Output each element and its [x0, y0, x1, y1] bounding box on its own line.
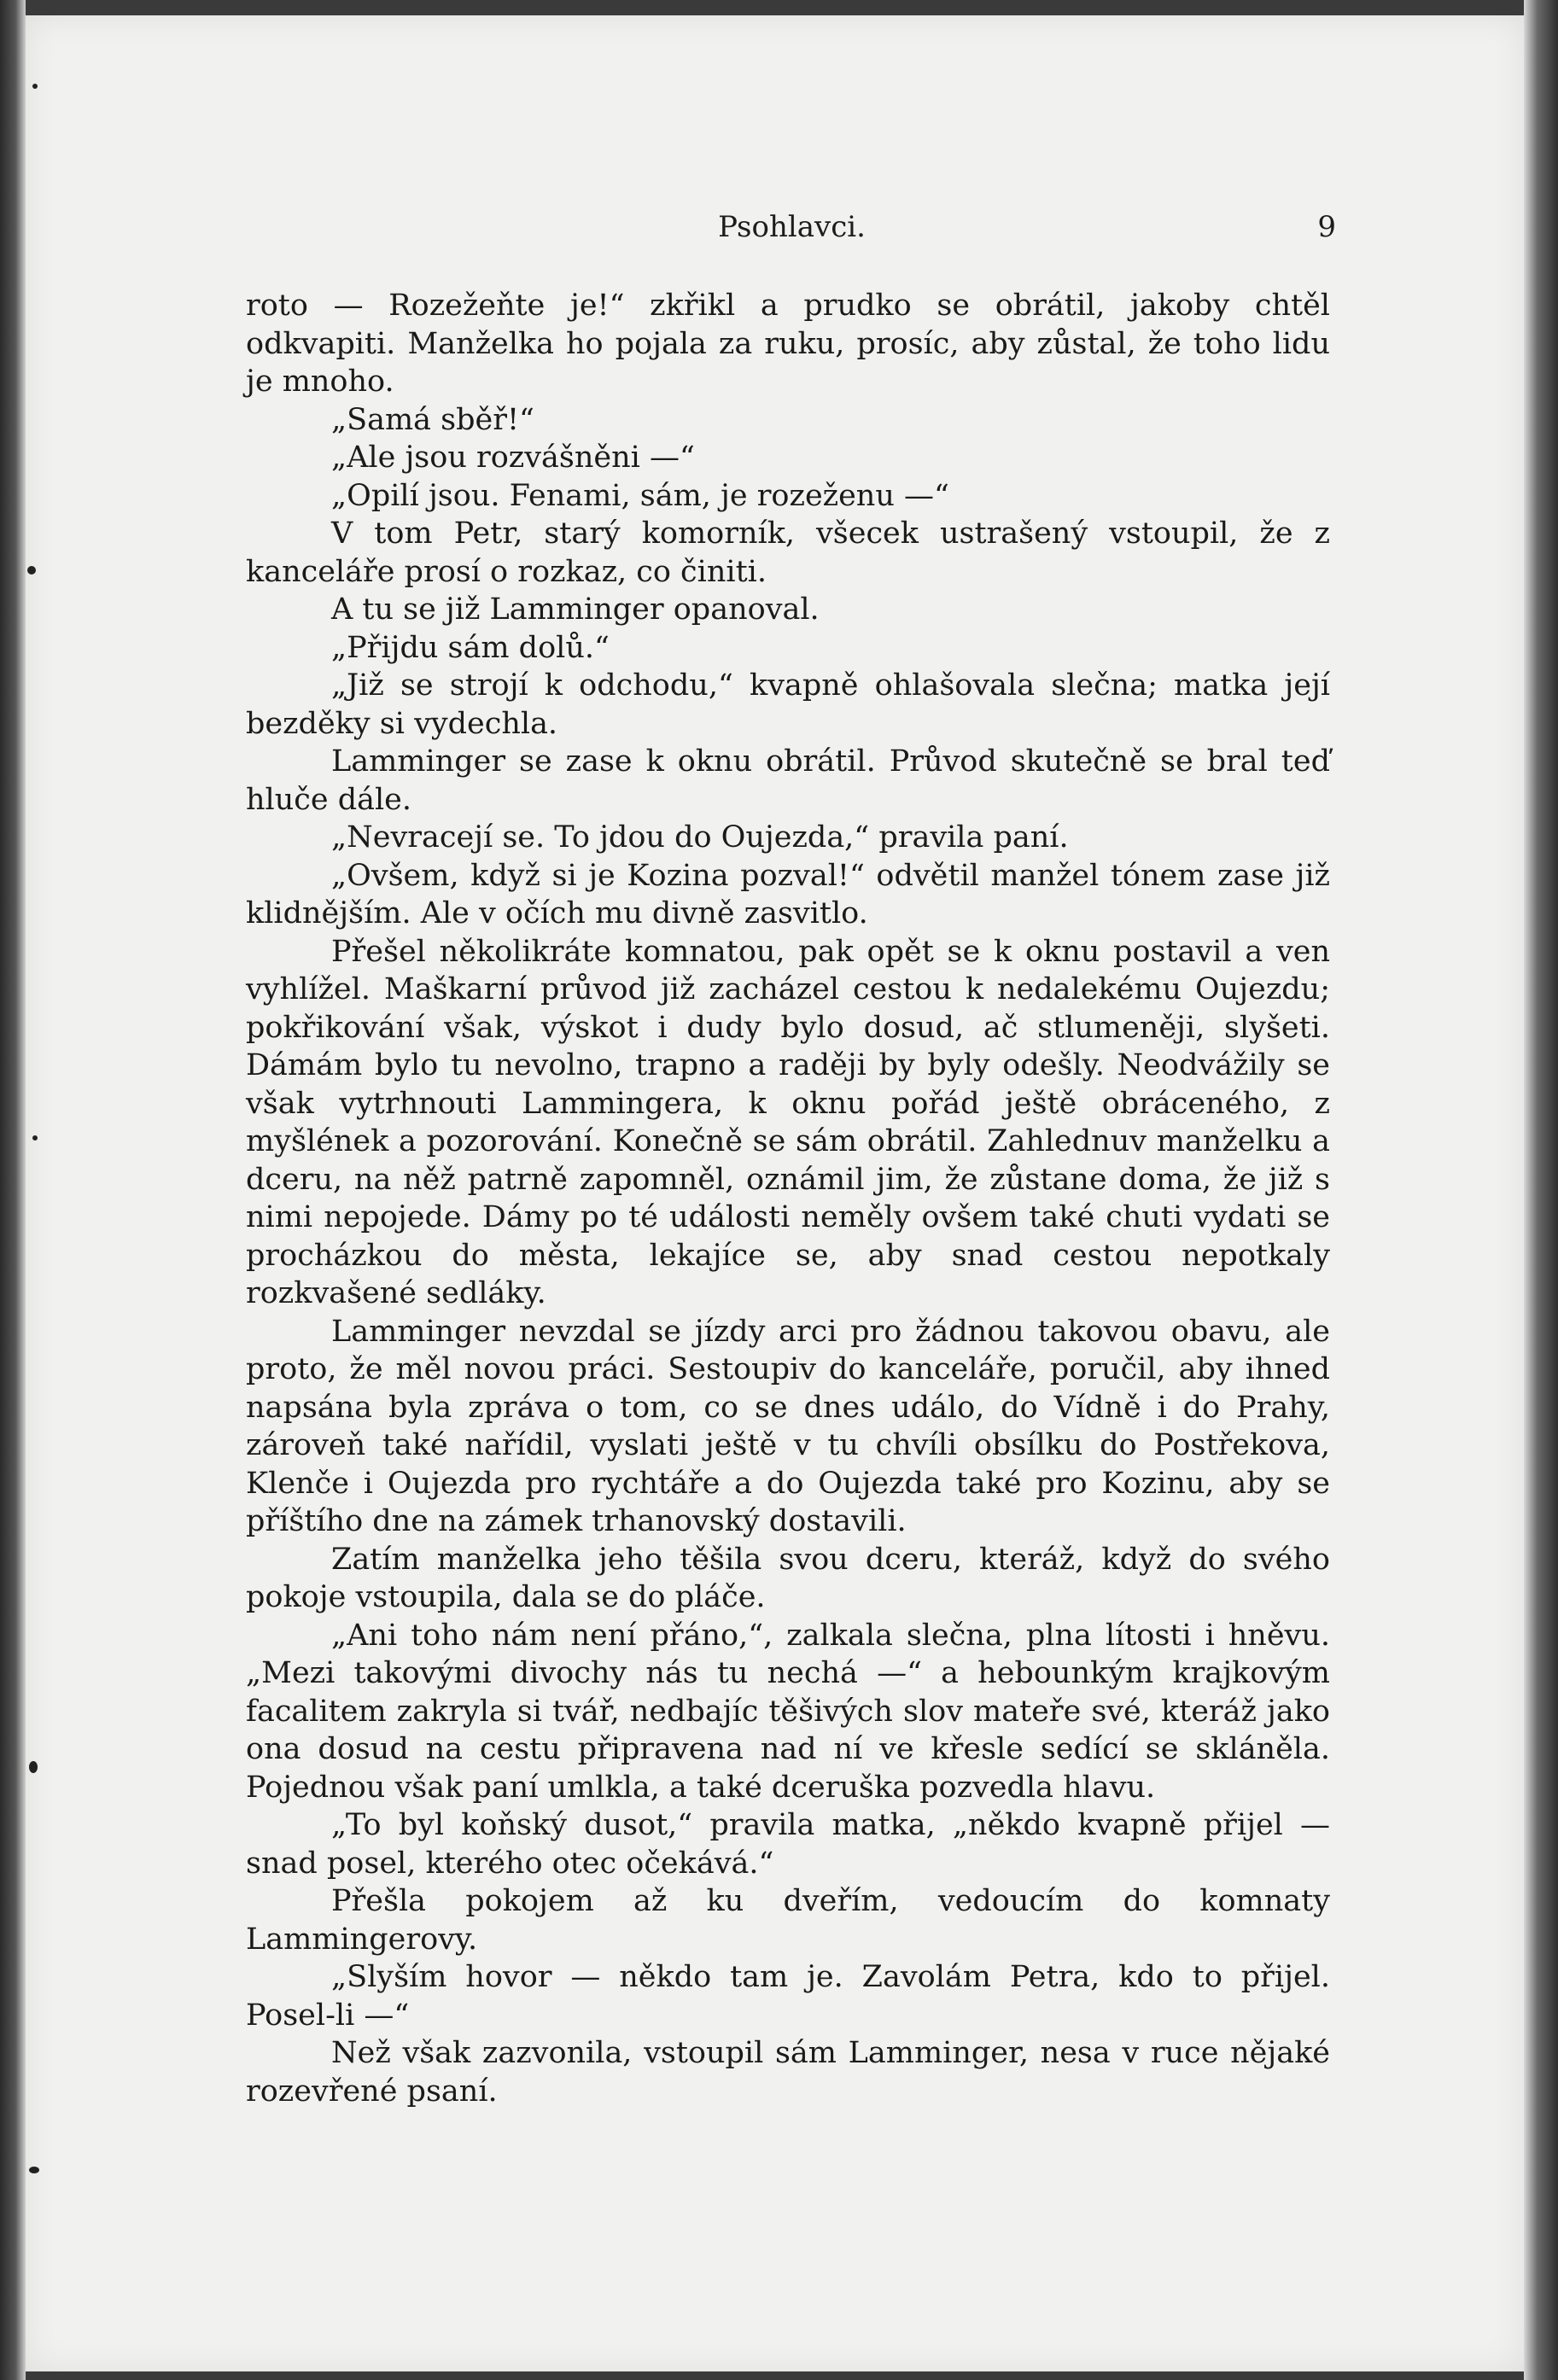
- body-text: [246, 287, 1330, 2110]
- paragraph: „Opilí jsou. Fenami, sám, je rozeženu —“: [331, 478, 949, 513]
- book-page: [26, 15, 1524, 2371]
- paragraph: Než však zazvonila, vstoupil sám Lamminger, nesa v ruce nějaké rozevřené psaní.: [246, 2036, 1330, 2109]
- paragraph: „Přijdu sám dolů.“: [331, 630, 610, 665]
- ink-speck: [29, 2167, 39, 2173]
- ink-speck: [32, 1135, 38, 1140]
- page-number: 9: [1317, 210, 1336, 244]
- paragraph: „Nevracejí se. To jdou do Oujezda,“ pravila paní.: [331, 820, 1069, 855]
- binding-edge-left: [0, 0, 26, 2380]
- paragraph: Přešla pokojem až ku dveřím, vedoucím do komnaty Lammingerovy.: [246, 1884, 1330, 1957]
- paragraph: „Ani toho nám není přáno,“, zalkala slečna, plna lítosti i hněvu. „Mezi takovými divochy nás tu nechá —“ a hebounkým krajkovým facalitem zakryla si tvář, nedbajíc těšivých slov mateře své, kteráž jako ona dosud na cestu připravena nad ní ve křesle sedící se skláněla. Pojednou však paní umlkla, a také dceruška pozvedla hlavu.: [246, 1618, 1330, 1805]
- paragraph: „To byl koňský dusot,“ pravila matka, „někdo kvapně přijel — snad posel, kterého otec očekává.“: [246, 1808, 1330, 1881]
- paragraph: „Již se strojí k odchodu,“ kvapně ohlašovala slečna; matka její bezděky si vydechla.: [246, 668, 1330, 741]
- ink-speck: [29, 1761, 38, 1773]
- paragraph: A tu se již Lamminger opanoval.: [331, 592, 820, 627]
- paragraph: Lamminger se zase k oknu obrátil. Průvod skutečně se bral teď hluče dále.: [246, 744, 1330, 817]
- paragraph: Přešel několikráte komnatou, pak opět se k oknu postavil a ven vyhlížel. Maškarní průvod již zacházel cestou k nedalekému Oujezdu; pokřikování však, výskot i dudy bylo dosud, ač stlumeněji, slyšeti. Dámám bylo tu nevolno, trapno a raději by byly odešly. Neodvážily se však vytrhnouti Lammingera, k oknu pořád ještě obráceného, z myšlének a pozorování. Konečně se sám obrátil. Zahlednuv manželku a dceru, na něž patrně zapomněl, oznámil jim, že zůstane doma, že již s nimi nepojede. Dámy po té události neměly ovšem také chuti vydati se procházkou do města, lekajíce se, aby snad cestou nepotkaly rozkvašené sedláky.: [246, 934, 1330, 1310]
- paragraph: roto — Rozežeňte je!“ zkřikl a prudko se obrátil, jakoby chtěl odkvapiti. Manželka ho pojala za ruku, prosíc, aby zůstal, že toho lidu je mnoho.: [246, 289, 1330, 399]
- ink-speck: [32, 84, 38, 89]
- paragraph: Lamminger nevzdal se jízdy arci pro žádnou takovou obavu, ale proto, že měl novou práci. Sestoupiv do kanceláře, poručil, aby ihned napsána byla zpráva o tom, co se dnes událo, do Vídně i do Prahy, zároveň také nařídil, vyslati ještě v tu chvíli obsílku do Postřekova, Klenče i Oujezda pro rychtáře a do Oujezda také pro Kozinu, aby se příštího dne na zámek trhanovský dostavili.: [246, 1314, 1330, 1538]
- paragraph: „Ale jsou rozvášněni —“: [331, 440, 695, 475]
- binding-edge-right: [1524, 0, 1558, 2380]
- running-title: Psohlavci.: [718, 210, 866, 244]
- paragraph: V tom Petr, starý komorník, všecek ustrašený vstoupil, že z kanceláře prosí o rozkaz, co činiti.: [246, 516, 1330, 589]
- paragraph: „Samá sběř!“: [331, 402, 534, 437]
- ink-speck: [27, 566, 36, 575]
- paragraph: „Ovšem, když si je Kozina pozval!“ odvětil manžel tónem zase již klidnějším. Ale v očích mu divně zasvitlo.: [246, 858, 1330, 930]
- running-header: [26, 210, 1524, 253]
- paragraph: Zatím manželka jeho těšila svou dceru, kteráž, když do svého pokoje vstoupila, dala se do pláče.: [246, 1542, 1330, 1614]
- paragraph: „Slyším hovor — někdo tam je. Zavolám Petra, kdo to přijel. Posel-li —“: [246, 1960, 1330, 2033]
